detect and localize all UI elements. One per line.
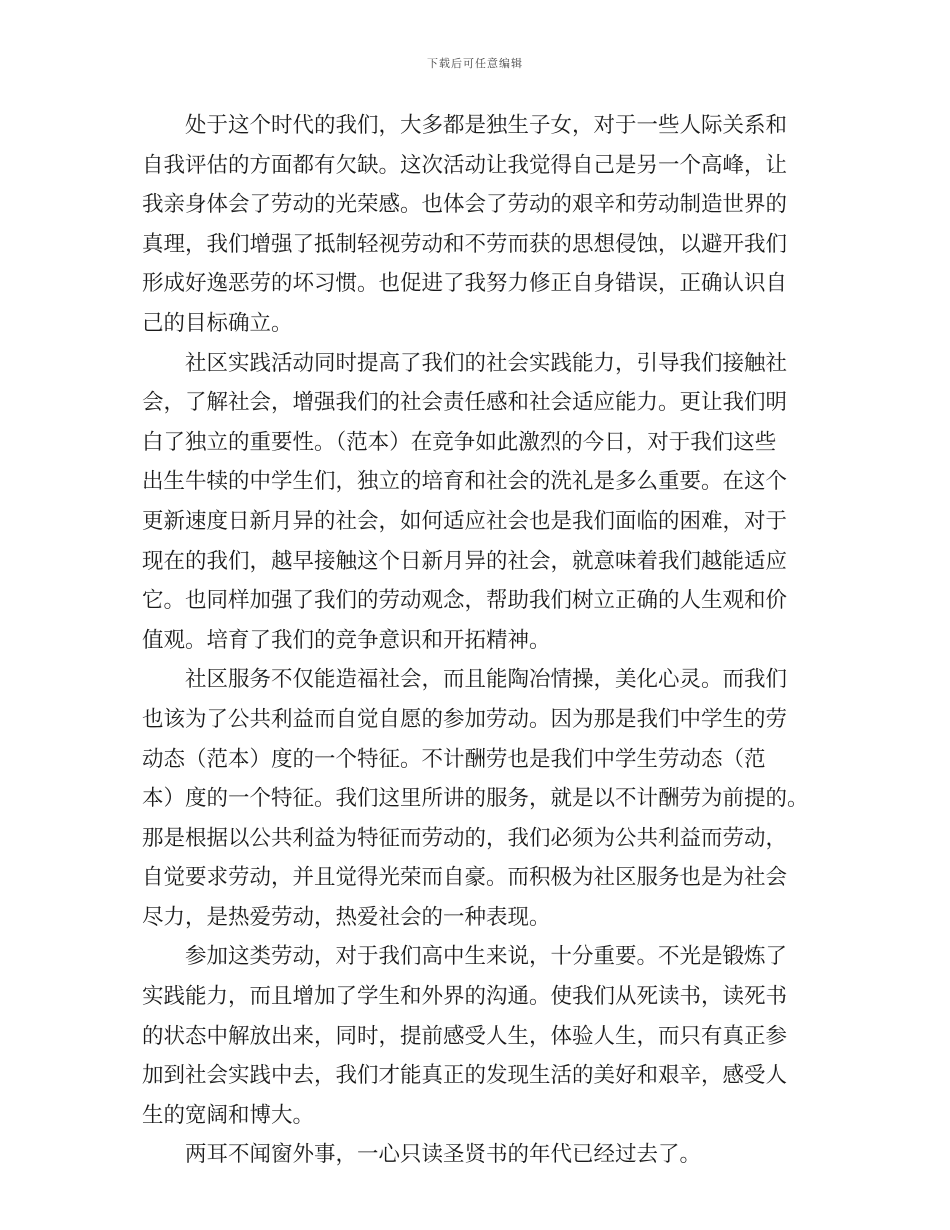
text-line: 加到社会实践中去，我们才能真正的发现生活的美好和艰辛，感受人	[142, 1063, 788, 1089]
text-line: 也该为了公共利益而自觉自愿的参加劳动。因为那是我们中学生的劳	[142, 706, 788, 732]
text-line: 处于这个时代的我们，大多都是独生子女，对于一些人际关系和	[142, 113, 788, 138]
text-line: 本）度的一个特征。我们这里所讲的服务，就是以不计酬劳为前提的。	[142, 786, 809, 812]
text-line: 的状态中解放出来，同时，提前感受人生，体验人生，而只有真正参	[142, 1023, 788, 1049]
text-line: 形成好逸恶劳的坏习惯。也促进了我努力修正自身错误，正确认识自	[142, 271, 788, 297]
text-line: 自我评估的方面都有欠缺。这次活动让我觉得自己是另一个高峰，让	[142, 152, 788, 178]
text-line: 真理，我们增强了抵制轻视劳动和不劳而获的思想侵蚀，以避开我们	[142, 231, 788, 257]
text-line: 社区实践活动同时提高了我们的社会实践能力，引导我们接触社	[142, 350, 788, 376]
text-line: 出生牛犊的中学生们，独立的培育和社会的洗礼是多么重要。在这个	[142, 469, 788, 495]
text-line: 参加这类劳动，对于我们高中生来说，十分重要。不光是锻炼了	[142, 944, 788, 970]
document-body	[142, 106, 832, 1175]
text-line: 我亲身体会了劳动的光荣感。也体会了劳动的艰辛和劳动制造世界的	[142, 192, 788, 218]
text-line: 己的目标确立。	[142, 310, 293, 336]
page-header: 下载后可任意编辑	[427, 57, 523, 70]
text-line: 会，了解社会，增强我们的社会责任感和社会适应能力。更让我们明	[142, 390, 788, 416]
text-line: 值观。培育了我们的竞争意识和开拓精神。	[142, 627, 551, 653]
text-line: 自觉要求劳动，并且觉得光荣而自豪。而积极为社区服务也是为社会	[142, 865, 788, 891]
text-line: 它。也同样加强了我们的劳动观念，帮助我们树立正确的人生观和价	[142, 588, 788, 614]
text-line: 动态（范本）度的一个特征。不计酬劳也是我们中学生劳动态（范	[142, 746, 766, 772]
text-line: 白了独立的重要性。（范本）在竞争如此激烈的今日，对于我们这些	[142, 429, 777, 455]
text-line: 现在的我们，越早接触这个日新月异的社会，就意味着我们越能适应	[142, 548, 788, 574]
text-line: 社区服务不仅能造福社会，而且能陶冶情操，美化心灵。而我们	[142, 667, 788, 693]
text-line: 生的宽阔和博大。	[142, 1102, 315, 1128]
text-line: 那是根据以公共利益为特征而劳动的，我们必须为公共利益而劳动，	[142, 825, 788, 851]
text-line: 实践能力，而且增加了学生和外界的沟通。使我们从死读书，读死书	[142, 984, 788, 1010]
text-line: 尽力，是热爱劳动，热爱社会的一种表现。	[142, 904, 551, 930]
text-line: 两耳不闻窗外事，一心只读圣贤书的年代已经过去了。	[142, 1142, 702, 1168]
text-line: 更新速度日新月异的社会，如何适应社会也是我们面临的困难，对于	[142, 508, 788, 534]
